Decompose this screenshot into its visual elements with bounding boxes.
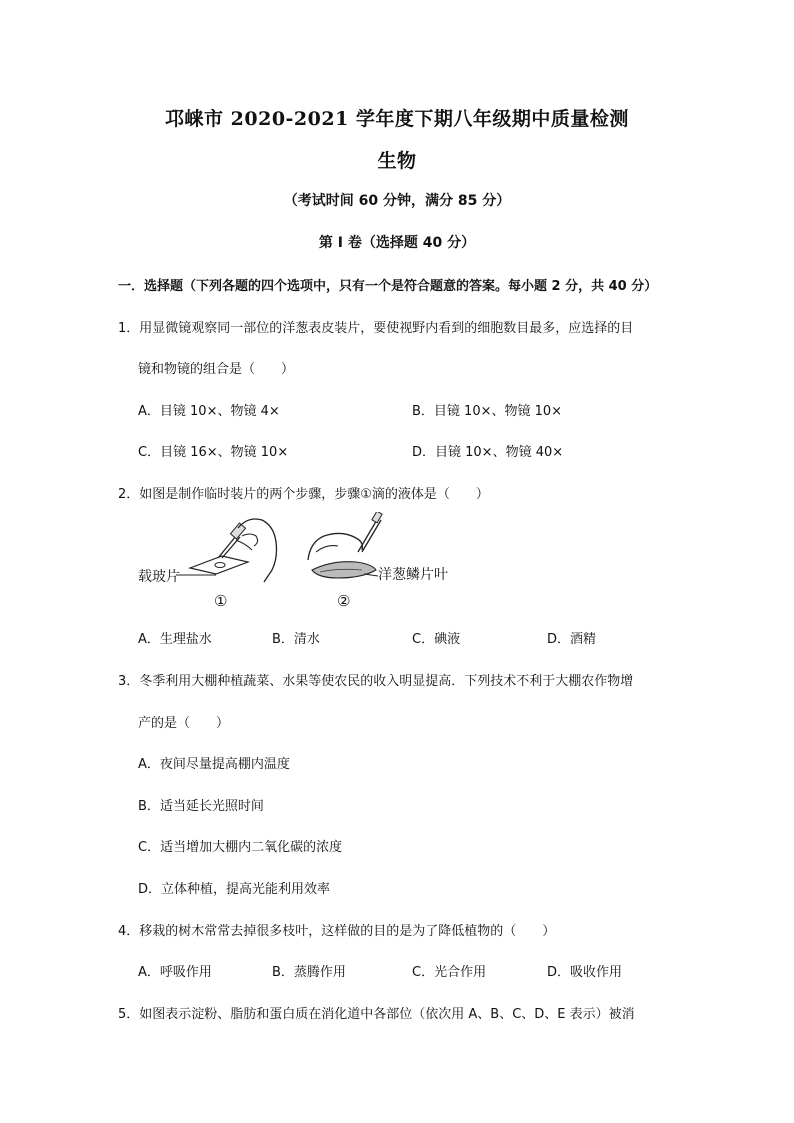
q3-option-a: A．夜间尽量提高棚内温度	[138, 757, 290, 772]
step1-marker: ①	[214, 592, 228, 610]
q4-option-a: A．呼吸作用	[138, 965, 212, 980]
step2-marker: ②	[337, 592, 351, 610]
q4-option-c: C．光合作用	[412, 965, 487, 980]
q1-line1: 1．用显微镜观察同一部位的洋葱表皮装片，要使视野内看到的细胞数目最多，应选择的目	[118, 321, 634, 336]
q3-line1: 3．冬季利用大棚种植蔬菜、水果等使农民的收入明显提高．下列技术不利于大棚农作物增	[118, 674, 634, 689]
q1-option-b: B．目镜 10×、物镜 10×	[412, 404, 563, 419]
q1-option-a: A．目镜 10×、物镜 4×	[138, 404, 280, 419]
q4-option-b: B．蒸腾作用	[272, 965, 346, 980]
q2-option-a: A．生理盐水	[138, 632, 212, 647]
q2-option-b: B．清水	[272, 632, 320, 647]
section-heading: 一．选择题（下列各题的四个选项中，只有一个是符合题意的答案。每小题 2 分，共 40 分）	[118, 279, 658, 294]
q1-option-c: C．目镜 16×、物镜 10×	[138, 445, 289, 460]
q2-line1: 2．如图是制作临时装片的两个步骤，步骤①滴的液体是（ ）	[118, 487, 489, 502]
q4-option-d: D．吸收作用	[547, 965, 623, 980]
q1-option-d: D．目镜 10×、物镜 40×	[412, 445, 564, 460]
label-onion-leaf: 洋葱鳞片叶	[378, 567, 448, 583]
label-slide: 载玻片	[138, 569, 180, 585]
exam-title: 邛崃市 2020-2021 学年度下期八年级期中质量检测	[165, 108, 629, 130]
q4-line1: 4．移栽的树木常常去掉很多枝叶，这样做的目的是为了降低植物的（ ）	[118, 924, 556, 939]
volume-title: 第 I 卷（选择题 40 分）	[318, 235, 476, 251]
q3-line2: 产的是（ ）	[138, 716, 230, 731]
slide-pointer-line	[176, 568, 236, 582]
q2-option-c: C．碘液	[412, 632, 461, 647]
q1-line2: 镜和物镜的组合是（ ）	[138, 362, 295, 377]
q5-line1: 5．如图表示淀粉、脂肪和蛋白质在消化道中各部位（依次用 A、B、C、D、E 表示）被消	[118, 1007, 635, 1022]
q2-option-d: D．酒精	[547, 632, 597, 647]
q3-option-d: D．立体种植，提高光能利用效率	[138, 882, 331, 897]
subject-title: 生物	[377, 150, 417, 172]
q3-option-b: B．适当延长光照时间	[138, 799, 264, 814]
q3-option-c: C．适当增加大棚内二氧化碳的浓度	[138, 840, 343, 855]
exam-info: （考试时间 60 分钟，满分 85 分）	[283, 193, 511, 209]
